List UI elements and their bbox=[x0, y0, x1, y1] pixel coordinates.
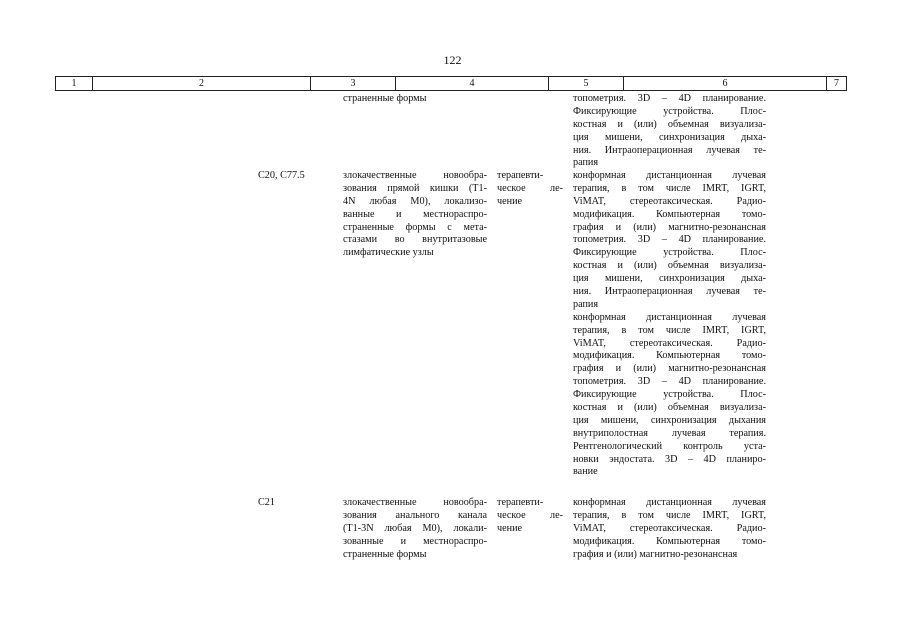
treatment-line: чение bbox=[497, 522, 523, 534]
method-line: модификация. Компьютерная томо- bbox=[573, 208, 766, 220]
treatment-line: терапевти- bbox=[497, 497, 544, 508]
diagnosis-line: 4N любая M0), локализо- bbox=[343, 195, 487, 207]
column-header-1: 1 bbox=[55, 77, 92, 90]
method-line: Фиксирующие устройства. Плос- bbox=[573, 105, 766, 117]
method-line: костная и (или) объемная визуализа- bbox=[573, 402, 766, 414]
method-line: костная и (или) объемная визуализа- bbox=[573, 260, 766, 272]
column-header-3: 3 bbox=[310, 77, 395, 90]
method-cell bbox=[573, 497, 766, 561]
method-line: графия и (или) магнитно-резонансная bbox=[573, 363, 766, 375]
method-line: графия и (или) магнитно-резонансная bbox=[573, 548, 738, 560]
diagnosis-line: зования анального канала bbox=[343, 509, 487, 521]
treatment-line: чение bbox=[497, 195, 523, 207]
treatment-cell bbox=[497, 170, 563, 209]
method-line: Фиксирующие устройства. Плос- bbox=[573, 247, 766, 259]
method-cell bbox=[573, 170, 766, 479]
diagnosis-line: страненные формы с мета- bbox=[343, 221, 487, 233]
method-line: ViMAT, стереотаксическая. Радио- bbox=[573, 195, 766, 207]
page-number: 122 bbox=[443, 53, 462, 67]
method-cell bbox=[573, 93, 766, 170]
method-line: модификация. Компьютерная томо- bbox=[573, 350, 766, 362]
method-line: терапия, в том числе IMRT, IGRT, bbox=[573, 509, 766, 521]
method-line: конформная дистанционная лучевая bbox=[573, 170, 766, 181]
method-line: модификация. Компьютерная томо- bbox=[573, 535, 766, 547]
method-line: терапия, в том числе IMRT, IGRT, bbox=[573, 324, 766, 336]
method-line: топометрия. 3D – 4D планирование. bbox=[573, 376, 766, 388]
icd-code: C20, C77.5 bbox=[258, 170, 305, 181]
diagnosis-line: страненные формы bbox=[343, 93, 427, 104]
method-line: топометрия. 3D – 4D планирование. bbox=[573, 234, 766, 246]
diagnosis-line: злокачественные новообра- bbox=[343, 170, 487, 181]
diagnosis-cell bbox=[343, 497, 487, 561]
treatment-cell bbox=[497, 497, 563, 536]
method-line: внутриполостная лучевая терапия. bbox=[573, 427, 766, 439]
method-line: ViMAT, стереотаксическая. Радио- bbox=[573, 522, 766, 534]
method-line: вание bbox=[573, 466, 598, 478]
method-line: ния. Интраоперационная лучевая те- bbox=[573, 144, 766, 156]
method-line: конформная дистанционная лучевая bbox=[573, 311, 766, 323]
diagnosis-line: стазами во внутритазовые bbox=[343, 234, 487, 246]
method-line: ция мишени, синхронизация дыхания bbox=[573, 414, 766, 426]
method-line: графия и (или) магнитно-резонансная bbox=[573, 221, 766, 233]
icd-code: C21 bbox=[258, 497, 275, 508]
column-header-2: 2 bbox=[92, 77, 310, 90]
method-line: топометрия. 3D – 4D планирование. bbox=[573, 93, 766, 104]
method-line: ция мишени, синхронизация дыха- bbox=[573, 273, 766, 285]
column-header-6: 6 bbox=[623, 77, 826, 90]
column-header-4: 4 bbox=[395, 77, 548, 90]
method-line: ция мишени, синхронизация дыха- bbox=[573, 131, 766, 143]
method-line: ния. Интраоперационная лучевая те- bbox=[573, 286, 766, 298]
method-line: Фиксирующие устройства. Плос- bbox=[573, 389, 766, 401]
treatment-line: ческое ле- bbox=[497, 182, 563, 194]
diagnosis-line: страненные формы bbox=[343, 548, 427, 560]
treatment-line: ческое ле- bbox=[497, 509, 563, 521]
diagnosis-line: (T1-3N любая M0), локали- bbox=[343, 522, 487, 534]
column-header-7: 7 bbox=[826, 77, 847, 90]
method-line: новки эндостата. 3D – 4D планиро- bbox=[573, 453, 766, 465]
diagnosis-line: зованные и местнораспро- bbox=[343, 535, 487, 547]
method-line: рапия bbox=[573, 298, 599, 310]
method-line: ViMAT, стереотаксическая. Радио- bbox=[573, 337, 766, 349]
diagnosis-line: злокачественные новообра- bbox=[343, 497, 487, 508]
diagnosis-line: ванные и местнораспро- bbox=[343, 208, 487, 220]
diagnosis-line: зования прямой кишки (T1- bbox=[343, 182, 487, 194]
method-line: терапия, в том числе IMRT, IGRT, bbox=[573, 182, 766, 194]
method-line: конформная дистанционная лучевая bbox=[573, 497, 766, 508]
method-line: рапия bbox=[573, 157, 599, 169]
column-header-5: 5 bbox=[548, 77, 623, 90]
diagnosis-cell bbox=[343, 93, 487, 106]
diagnosis-cell bbox=[343, 170, 487, 260]
diagnosis-line: лимфатические узлы bbox=[343, 247, 434, 259]
method-line: костная и (или) объемная визуализа- bbox=[573, 118, 766, 130]
method-line: Рентгенологический контроль уста- bbox=[573, 440, 766, 452]
table-header-row bbox=[55, 76, 847, 91]
treatment-line: терапевти- bbox=[497, 170, 544, 181]
